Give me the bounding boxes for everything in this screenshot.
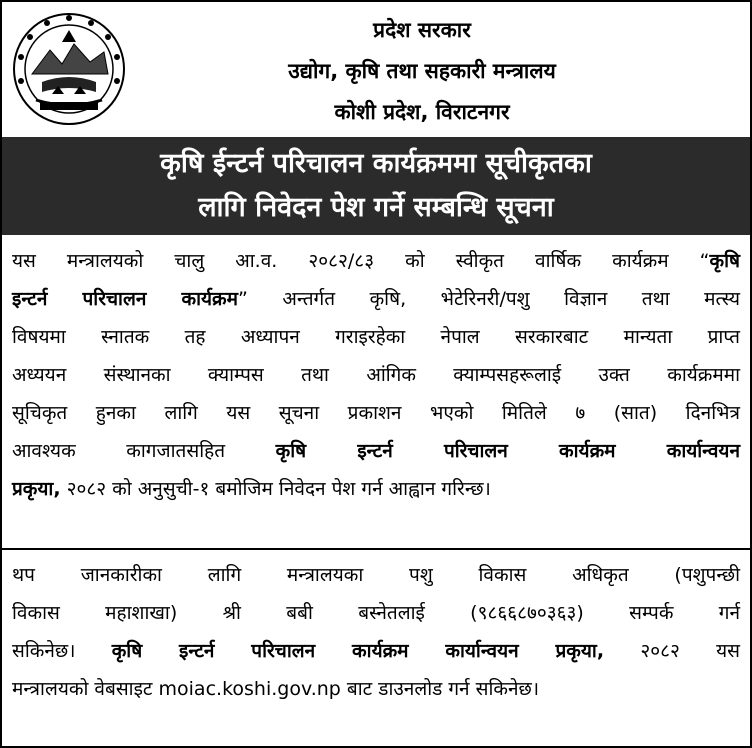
header xyxy=(2,2,750,137)
para1-line-2-bold: इन्टर्न परिचालन कार्यक्रम xyxy=(12,288,238,310)
header-line-province-government: प्रदेश सरकार xyxy=(373,18,471,42)
para1-line-1-text: यस मन्त्रालयको चालु आ.व. २०८२/८३ को स्वीकृत वार्षिक कार्यक्रम “ xyxy=(12,250,710,272)
para1-line-7-text: २०८२ को अनुसुची-१ बमोजिम निवेदन पेश गर्न आह्वान गरिन्छ। xyxy=(60,478,491,500)
para1-line-4: अध्ययन संस्थानका क्याम्पस तथा आंगिक क्याम्पसहरूलाई उक्त कार्यक्रममा xyxy=(12,364,740,386)
para2-line-4: मन्त्रालयको वेबसाइट moiac.koshi.gov.np बाट डाउनलोड गर्न सकिनेछ। xyxy=(12,678,540,700)
para2-line-3-bold: कृषि इन्टर्न परिचालन कार्यक्रम कार्यान्वयन प्रकृया, xyxy=(111,640,605,662)
banner-title-line-2: लागि निवेदन पेश गर्ने सम्बन्धि सूचना xyxy=(198,192,554,223)
para1-line-5: सूचिकृत हुनका लागि यस सूचना प्रकाशन भएको मितिले ७ (सात) दिनभित्र xyxy=(12,402,740,424)
para1-line-1-bold: कृषि xyxy=(709,250,740,272)
para1-line-7 xyxy=(12,474,740,504)
paragraph-divider xyxy=(2,548,750,550)
para2-line-3-text: सकिनेछ। xyxy=(12,640,112,662)
para1-line-2 xyxy=(12,284,740,314)
para2-line-2: विकास महाशाखा) श्री बबी बस्नेतलाई (९८६६८७०३६३) सम्पर्क गर्न xyxy=(12,602,740,624)
para1-line-3: विषयमा स्नातक तह अध्यापन गराइरहेका नेपाल सरकारबाट मान्यता प्राप्त xyxy=(12,326,740,348)
para1-line-2-text: ” अन्तर्गत कृषि, भेटेरिनरी/पशु विज्ञान तथा मत्स्य xyxy=(237,288,740,310)
para2-line-1: थप जानकारीका लागि मन्त्रालयका पशु विकास अधिकृत (पशुपन्छी xyxy=(12,564,740,586)
notice-title-banner xyxy=(2,137,750,235)
para2-line-3-tail: २०८२ यस xyxy=(604,640,740,662)
para1-line-6-bold: कृषि इन्टर्न परिचालन कार्यक्रम कार्यान्वयन xyxy=(275,440,740,462)
header-line-location: कोशी प्रदेश, विराटनगर xyxy=(334,100,510,124)
para1-line-6-text: आवश्यक कागजातसहित xyxy=(12,440,276,462)
header-line-ministry: उद्योग, कृषि तथा सहकारी मन्त्रालय xyxy=(288,59,556,83)
para2-line-3 xyxy=(12,636,740,666)
para1-line-1 xyxy=(12,246,740,276)
government-emblem-icon xyxy=(12,12,126,126)
para1-line-7-bold: प्रकृया, xyxy=(12,478,61,500)
para1-line-6 xyxy=(12,436,740,466)
banner-title-line-1: कृषि ईन्टर्न परिचालन कार्यक्रममा सूचीकृतका xyxy=(160,148,592,179)
